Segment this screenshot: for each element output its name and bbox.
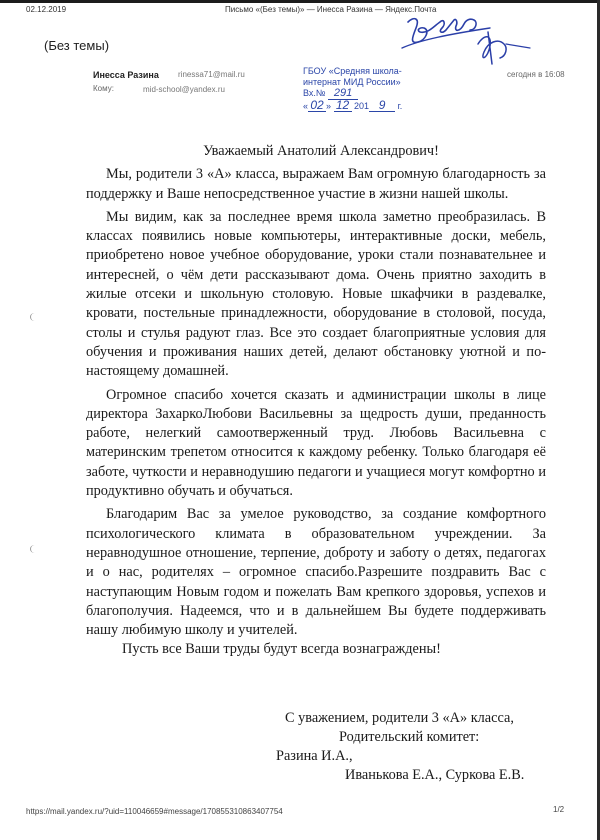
stamp-org-line1: ГБОУ «Средняя школа- [303,66,402,76]
stamp-incoming-number: 291 [328,88,358,100]
letter-body [86,142,546,660]
print-window-title: Письмо «(Без темы)» — Инесса Разина — Яндекс.Почта [225,5,437,14]
print-date: 02.12.2019 [26,5,67,14]
letter-greeting: Уважаемый Анатолий Александрович! [203,143,439,159]
received-time: сегодня в 16:08 [507,70,565,79]
letter-paragraph: Благодарим Вас за умелое руководство, за создание комфортного психологического климата в образовательном учреждении. За неравнодушное отношение, терпение, доброту и заботу о детях, педагогах и о нас, родителях – огромное спасибо.Разрешите поздравить Вас с наступающим Новым годом и пожелать Вам крепкого здоровья, успехов и благополучия. Надеемся, что и в дальнейшем Вы будете поддерживать нашу любимую школу и учителей. [86,506,546,639]
stamp-day: 02 [308,100,326,112]
stamp-month: 12 [334,100,352,112]
letter-paragraph: Мы, родители 3 «А» класса, выражаем Вам огромную благодарность за поддержку и Ваше непосредственное участие в жизни нашей школы. [86,166,546,202]
letter-paragraph: Огромное спасибо хочется сказать и администрации школы в лице директора ЗахаркоЛюбови Васильевны за щедрость души, преданность работе, нелегкий самоотверженный труд. Любовь Васильевна с материнским трепетом относится к каждому ребенку. Только благодаря её заботе, чуткости и неравнодушию педагоги и учащиеся могут комфортно и продуктивно обучать и обучаться. [86,386,546,500]
punch-hole-mark [30,313,39,321]
letter-paragraph: Мы видим, как за последнее время школа заметно преобразилась. В классах появились новые компьютеры, интерактивные доски, мебель, приобретено новое учебное оборудование, уроки стали познавательнее и интересней, о чём дети рассказывают дома. Очень приятно заходить в жилые отсеки и школьную столовую. Новые шкафчики в раздевалке, кровати, постельные принадлежности, оборудование в столовой, посуда, столы и стулья радуют глаз. Все это создает благоприятные условия для обучения и проживания наших детей, делают обстановку уютной и по-настоящему домашней. [86,208,546,380]
recipient-label: Кому: [93,84,114,93]
handwritten-resolution [380,4,540,74]
recipient-email: mid-school@yandex.ru [143,85,225,94]
stamp-year-prefix: 201 [354,101,370,111]
letter-regards: С уважением, родители 3 «А» класса, [285,710,514,726]
scan-top-edge [0,0,600,3]
print-footer-url: https://mail.yandex.ru/?uid=110046659#message/170855310863407754 [26,807,283,816]
stamp-org-line2: интернат МИД России» [303,77,401,87]
letter-signer-2: Иванькова Е.А., Суркова Е.В. [345,767,525,783]
print-page-number: 1/2 [553,805,565,814]
sender-name: Инесса Разина [93,70,159,80]
letter-closing: Пусть все Ваши труды будут всегда вознаграждены! [122,641,441,658]
letter-signer-1: Разина И.А., [276,748,353,764]
stamp-incoming-label: Вх.№ [303,88,326,98]
stamp-year-handwritten: 9 [369,100,395,112]
sender-email: rinessa71@mail.ru [178,70,245,79]
stamp-date-row: « 02 » 12 201 9 г. [303,98,403,112]
punch-hole-mark [30,545,39,553]
stamp-year-suffix: г. [397,101,403,111]
letter-committee: Родительский комитет: [339,729,480,745]
message-subject: (Без темы) [44,38,110,53]
